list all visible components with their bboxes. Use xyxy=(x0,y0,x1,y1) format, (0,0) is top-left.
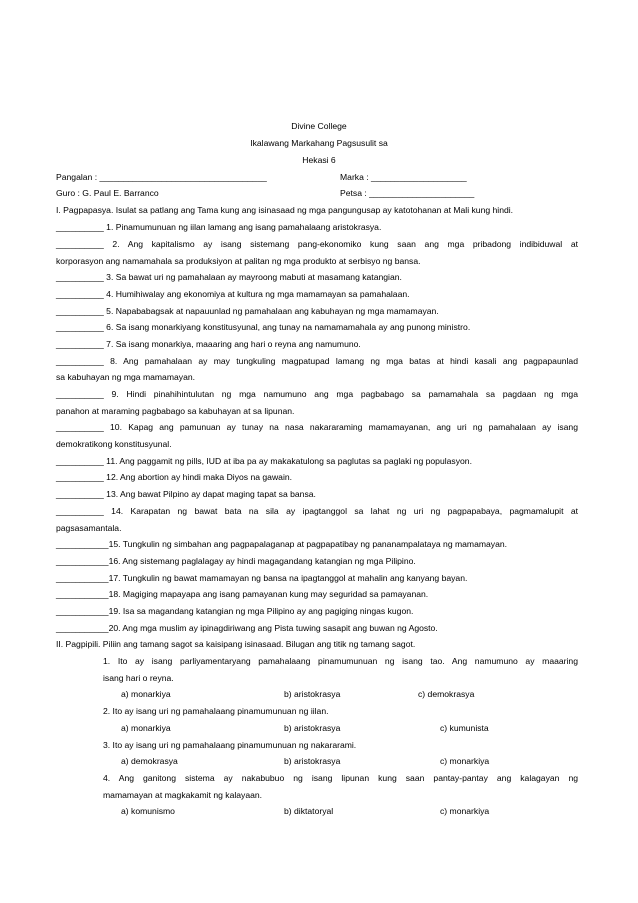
part2-instructions: II. Pagpipili. Piliin ang tamang sagot sa kaisipang isinasaad. Bilugan ang titik ng tamang sagot. xyxy=(56,639,416,649)
q4-option-b: b) diktatoryal xyxy=(284,806,334,816)
part1-item-17: ___________17. Tungkulin ng bawat mamamayan ng bansa na ipagtanggol at mahalin ang kanyang bayan. xyxy=(56,573,468,583)
part2-question-4-cont: mamamayan at magkakamit ng kalayaan. xyxy=(103,790,263,800)
part1-item-9-cont: panahon at maraming pagbabago sa kabuhayan at sa lipunan. xyxy=(56,406,295,416)
part2-question-4: 4. Ang ganitong sistema ay nakabubuo ng isang lipunan kung saan pantay-pantay ang kalagayan ng xyxy=(103,773,578,783)
part2-question-1-cont: isang hari o reyna. xyxy=(103,673,174,683)
part1-item-3: __________ 3. Sa bawat uri ng pamahalaan ay mayroong mabuti at masamang katangian. xyxy=(56,272,402,282)
part1-item-8: __________ 8. Ang pamahalaan ay may tungkuling magpatupad lamang ng mga batas at hindi kasali ang pagpapaunlad xyxy=(56,356,578,366)
q2-option-b: b) aristokrasya xyxy=(284,723,341,733)
q1-option-c: c) demokrasya xyxy=(418,689,475,699)
q2-option-c: c) kumunista xyxy=(440,723,489,733)
q3-option-b: b) aristokrasya xyxy=(284,756,341,766)
part1-item-15: ___________15. Tungkulin ng simbahan ang pagpapalaganap at pagpapatibay ng pananampalataya ng mamamayan. xyxy=(56,539,508,549)
date-field: Petsa : ______________________ xyxy=(340,188,475,198)
part1-item-5: __________ 5. Napababagsak at napauunlad ng pamahalaan ang kabuhayan ng mga mamamayan. xyxy=(56,306,439,316)
part1-instructions: I. Pagpapasya. Isulat sa patlang ang Tama kung ang isinasaad ng mga pangungusap ay katotohanan at Mali kung hindi. xyxy=(56,205,514,215)
q1-option-a: a) monarkiya xyxy=(121,689,171,699)
part2-question-2: 2. Ito ay isang uri ng pamahalaang pinamumunuan ng iilan. xyxy=(103,706,329,716)
q4-option-a: a) komunismo xyxy=(121,806,175,816)
q3-option-a: a) demokrasya xyxy=(121,756,178,766)
part1-item-8-cont: sa kabuhayan ng mga mamamayan. xyxy=(56,372,196,382)
part1-item-11: __________ 11. Ang paggamit ng pills, IUD at iba pa ay makakatulong sa paglutas sa paglaki ng populasyon. xyxy=(56,456,472,466)
part1-item-14-cont: pagsasamantala. xyxy=(56,523,122,533)
part2-question-3: 3. Ito ay isang uri ng pamahalaang pinamumunuan ng nakararami. xyxy=(103,740,357,750)
part1-item-10: __________ 10. Kapag ang pamunuan ay tunay na nasa nakararaming mamamayanan, ang uri ng pamahalaan ay isang xyxy=(56,422,578,432)
score-field: Marka : ____________________ xyxy=(340,172,467,182)
part1-item-7: __________ 7. Sa isang monarkiya, maaaring ang hari o reyna ang namumuno. xyxy=(56,339,361,349)
part1-item-16: ___________16. Ang sistemang paglalagay ay hindi magagandang katangian ng mga Pilipino. xyxy=(56,556,416,566)
part2-question-1: 1. Ito ay isang parliyamentaryang pamahalaang pinamumunuan ng isang tao. Ang namumuno ay maaaring xyxy=(103,656,578,666)
q2-option-a: a) monarkiya xyxy=(121,723,171,733)
exam-subject: Hekasi 6 xyxy=(302,155,336,165)
part1-item-14: __________ 14. Karapatan ng bawat bata na sila ay ipagtanggol sa lahat ng uri ng pagpapabaya, pagmamalupit at xyxy=(56,506,578,516)
q1-option-b: b) aristokrasya xyxy=(284,689,341,699)
part1-item-18: ___________18. Magiging mapayapa ang isang pamayanan kung may seguridad sa pamayanan. xyxy=(56,589,429,599)
q3-option-c: c) monarkiya xyxy=(440,756,490,766)
part1-item-4: __________ 4. Humihiwalay ang ekonomiya at kultura ng mga mamamayan sa pamahalaan. xyxy=(56,289,410,299)
part1-item-10-cont: demokratikong konstitusyunal. xyxy=(56,439,172,449)
part1-item-20: ___________20. Ang mga muslim ay ipinagdiriwang ang Pista tuwing sasapit ang buwan ng Agosto. xyxy=(56,623,438,633)
part1-item-19: ___________19. Isa sa magandang katangian ng mga Pilipino ay ang pagiging ningas kugon. xyxy=(56,606,414,616)
part1-item-1: __________ 1. Pinamumunuan ng iilan lamang ang isang pamahalaang aristokrasya. xyxy=(56,222,382,232)
part1-item-9: __________ 9. Hindi pinahihintulutan ng mga namumuno ang mga pagbabago sa pamamahala sa pagdaan ng mga xyxy=(56,389,578,399)
part1-item-6: __________ 6. Sa isang monarkiyang konstitusyunal, ang tunay na namamamahala ay ang punong ministro. xyxy=(56,322,471,332)
name-field: Pangalan : ___________________________________ xyxy=(56,172,267,182)
part1-item-13: __________ 13. Ang bawat Pilpino ay dapat maging tapat sa bansa. xyxy=(56,489,316,499)
q4-option-c: c) monarkiya xyxy=(440,806,490,816)
teacher-field: Guro : G. Paul E. Barranco xyxy=(56,188,159,198)
part1-item-2-cont: korporasyon ang namamahala sa produksiyon at palitan ng mga produkto at serbisyo ng bansa. xyxy=(56,256,421,266)
exam-title: Ikalawang Markahang Pagsusulit sa xyxy=(250,138,388,148)
school-name: Divine College xyxy=(291,121,347,131)
part1-item-12: __________ 12. Ang abortion ay hindi maka Diyos na gawain. xyxy=(56,472,293,482)
part1-item-2: __________ 2. Ang kapitalismo ay isang sistemang pang-ekonomiko kung saan ang mga pribadong indibiduwal at xyxy=(56,239,578,249)
